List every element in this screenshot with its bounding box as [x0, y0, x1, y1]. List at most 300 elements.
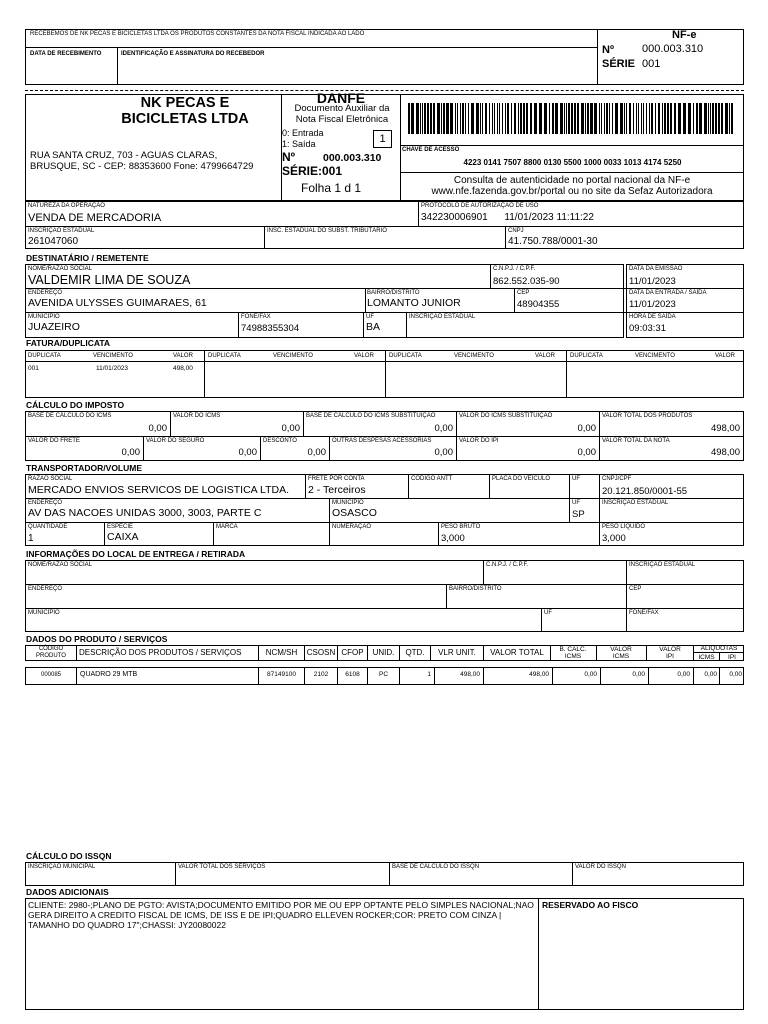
ph-desc: DESCRIÇÃO DOS PRODUTOS / SERVIÇOS — [79, 648, 242, 657]
v-prod: 498,00 — [710, 423, 740, 434]
canhoto-texto: RECEBEMOS DE NK PECAS E BICICLETAS LTDA OS PRODUTOS CONSTANTES DA NOTA FISCAL INDICADA AO LADO — [30, 31, 365, 37]
pi-vunit: 498,00 — [460, 671, 480, 678]
is-v2 — [389, 862, 390, 886]
tr-cnpj-label: CNPJ/CPF — [602, 476, 632, 482]
dest-nome-label: NOME/RAZÃO SOCIAL — [28, 266, 93, 272]
frete: 0,00 — [121, 447, 140, 458]
barcode-bar — [539, 103, 542, 134]
desconto-label: DESCONTO — [263, 438, 297, 444]
natureza: VENDA DE MERCADORIA — [28, 212, 162, 224]
barcode-bar — [441, 103, 442, 134]
en-h1 — [25, 584, 744, 585]
dest-bairro-label: BAIRRO/DISTRITO — [367, 290, 420, 296]
barcode-bar — [424, 103, 426, 134]
tr-razao-label: RAZÃO SOCIAL — [28, 476, 73, 482]
dest-titulo: DESTINATÁRIO / REMETENTE — [26, 253, 149, 263]
is-v3 — [572, 862, 573, 886]
tr-razao: MERCADO ENVIOS SERVICOS DE LOGISTICA LTDA. — [28, 484, 290, 496]
imp-v3 — [456, 411, 457, 436]
cnpj-label: CNPJ — [508, 228, 524, 234]
fat-h-dup-2: DUPLICATA — [208, 353, 241, 359]
barcode-bar — [641, 103, 642, 134]
barcode-bar — [636, 103, 637, 134]
cnpj: 41.750.788/0001-30 — [508, 236, 598, 247]
barcode-bar — [471, 103, 474, 134]
barcode-bar — [457, 103, 458, 134]
canhoto-line — [25, 47, 597, 48]
dest-uf: BA — [366, 321, 381, 333]
barcode-bar — [708, 103, 709, 134]
dest-hora-label: HORA DE SAÍDA — [629, 314, 676, 320]
desconto: 0,00 — [307, 447, 326, 458]
canhoto-serie: 001 — [642, 58, 661, 70]
pi-unid: PC — [378, 671, 389, 678]
barcode-bar — [658, 103, 660, 134]
tr-municipio-label: MUNICÍPIO — [332, 500, 364, 506]
operacao-block — [25, 201, 744, 249]
barcode-bar — [437, 103, 440, 134]
tr-v1 — [305, 474, 306, 498]
barcode-bar — [566, 103, 567, 134]
ph-v10 — [596, 645, 597, 661]
is-bc-label: BASE DE CÁLCULO DO ISSQN — [392, 864, 480, 870]
en-cep-label: CEP — [629, 586, 642, 592]
dest-v6 — [406, 312, 407, 338]
barcode-bar — [688, 103, 691, 134]
pi-qtd: 1 — [427, 671, 431, 678]
danfe-entrada: 0: Entrada — [282, 128, 324, 138]
dest-bairro: LOMANTO JUNIOR — [367, 297, 461, 309]
barcode-bar — [552, 103, 554, 134]
en-h2 — [25, 608, 744, 609]
en-v4 — [541, 608, 542, 632]
barcode-bar — [507, 103, 509, 134]
barcode-bar — [643, 103, 644, 134]
ipi: 0,00 — [577, 447, 596, 458]
op-v2 — [264, 226, 265, 249]
danfe-serie: SÉRIE:001 — [282, 164, 343, 178]
barcode-bar — [612, 103, 613, 134]
tr-v6 — [329, 498, 330, 546]
barcode-bar — [443, 103, 445, 134]
barcode-bar — [693, 103, 694, 134]
danfe-numero: 000.003.310 — [323, 152, 382, 164]
is-v-label: VALOR DO ISSQN — [575, 864, 626, 870]
div-chave-consulta — [400, 172, 744, 173]
outras: 0,00 — [434, 447, 453, 458]
issqn-block — [25, 862, 744, 886]
entrega-titulo: INFORMAÇÕES DO LOCAL DE ENTREGA / RETIRADA — [26, 549, 246, 559]
barcode-bar — [574, 103, 576, 134]
ph-v11 — [646, 645, 647, 661]
barcode-bar — [450, 103, 453, 134]
outras-label: OUTRAS DESPESAS ACESSÓRIAS — [332, 438, 432, 444]
barcode-bar — [511, 103, 512, 134]
barcode-bar — [699, 103, 702, 134]
tr-marca-label: MARCA — [216, 524, 238, 530]
barcode-bar — [710, 103, 711, 134]
danfe-subtitulo: Documento Auxiliar da Nota Fiscal Eletrônica — [294, 103, 390, 125]
canhoto-divider — [597, 29, 598, 85]
barcode-bar — [667, 103, 669, 134]
tr-endereco: AV DAS NACOES UNIDAS 3000, 3003, PARTE C — [28, 507, 262, 519]
canhoto-identificacao-label: IDENTIFICAÇÃO E ASSINATURA DO RECEBEDOR — [121, 51, 265, 57]
bc-st: 0,00 — [434, 423, 453, 434]
chave-label: CHAVE DE ACESSO — [402, 147, 460, 153]
dest-v5 — [363, 312, 364, 338]
ph-v9 — [550, 645, 551, 661]
tr-qtd-label: QUANTIDADE — [28, 524, 68, 530]
ph-bc: B. CALC. ICMS — [559, 646, 587, 660]
barcode-bar — [502, 103, 503, 134]
v-st: 0,00 — [577, 423, 596, 434]
emitente-endereco: RUA SANTA CRUZ, 703 - AGUAS CLARAS, BRUSQUE, SC - CEP: 88353600 Fone: 4799664729 — [30, 150, 254, 172]
barcode — [408, 103, 736, 134]
pi-aipi: 0,00 — [729, 671, 742, 678]
v-icms: 0,00 — [281, 423, 300, 434]
barcode-bar — [555, 103, 558, 134]
pi-vipi: 0,00 — [677, 671, 690, 678]
is-im-label: INSCRIÇÃO MUNICIPAL — [28, 864, 96, 870]
barcode-bar — [544, 103, 547, 134]
barcode-bar — [499, 103, 500, 134]
imp-v4 — [599, 411, 600, 461]
ph-aliq-line — [693, 652, 744, 653]
ipi-label: VALOR DO IPI — [459, 438, 499, 444]
danfe-folha: Folha 1 d 1 — [301, 181, 362, 195]
en-municipio-label: MUNICÍPIO — [28, 610, 60, 616]
imp-v6 — [260, 436, 261, 461]
barcode-bar — [649, 103, 650, 134]
barcode-bar — [712, 103, 714, 134]
barcode-bar — [518, 103, 519, 134]
barcode-bar — [587, 103, 589, 134]
dest-emissao: 11/01/2023 — [629, 276, 676, 287]
canhoto-numero: 000.003.310 — [642, 43, 704, 55]
en-bairro-label: BAIRRO/DISTRITO — [449, 586, 502, 592]
dest-v1 — [490, 264, 491, 288]
tr-uf2: SP — [572, 509, 585, 520]
tr-ie-label: INSCRIÇÃO ESTADUAL — [602, 500, 669, 506]
ph-vicms: VALOR ICMS — [610, 646, 632, 660]
barcode-bar — [577, 103, 579, 134]
barcode-bar — [497, 103, 498, 134]
barcode-bar — [646, 103, 647, 134]
tr-v7 — [104, 522, 105, 546]
pi-cod: 000085 — [40, 672, 62, 678]
fat-h-venc-3: VENCIMENTO — [454, 353, 494, 359]
fat-h-dup-3: DUPLICATA — [389, 353, 422, 359]
dest-ie-label: INSCRIÇÃO ESTADUAL — [409, 314, 476, 320]
fat-h-valor-4: VALOR — [715, 353, 735, 359]
canhoto-numero-label: Nº — [602, 44, 614, 56]
tr-v2 — [408, 474, 409, 498]
ph-unid: UNID. — [372, 648, 395, 657]
barcode-bar — [514, 103, 516, 134]
op-v1 — [418, 201, 419, 226]
fat-valor: 498,00 — [173, 365, 193, 372]
dest-fone-label: FONE/FAX — [241, 314, 271, 320]
chave-consulta: Consulta de autenticidade no portal nacional da NF-e www.nfe.fazenda.gov.br/portal ou no site da Sefaz Autorizadora — [431, 175, 713, 197]
barcode-bar — [420, 103, 421, 134]
barcode-bar — [534, 103, 537, 134]
v-icms-label: VALOR DO ICMS — [173, 413, 221, 419]
div-danfe-chave — [400, 94, 401, 201]
ad-v — [538, 898, 539, 1010]
ph-vunit: VLR UNIT. — [438, 648, 476, 657]
barcode-bar — [530, 103, 532, 134]
barcode-bar — [683, 103, 686, 134]
barcode-bar — [725, 103, 728, 134]
imp-v5 — [143, 436, 144, 461]
dest-entrada-label: DATA DA ENTRADA / SAÍDA — [629, 290, 707, 296]
fat-v2 — [385, 350, 386, 398]
en-fone-label: FONE/FAX — [629, 610, 659, 616]
barcode-bar — [416, 103, 419, 134]
barcode-bar — [704, 103, 707, 134]
barcode-bar — [485, 103, 487, 134]
pi-csosn: 2102 — [313, 671, 329, 678]
tr-pb: 3,000 — [441, 533, 465, 544]
v-st-label: VALOR DO ICMS SUBSTITUIÇÃO — [459, 413, 553, 419]
en-cpf-label: C.N.P.J. / C.P.F. — [486, 562, 529, 568]
fat-h-dup-4: DUPLICATA — [570, 353, 603, 359]
pr-v1 — [76, 667, 77, 685]
tr-endereco-label: ENDEREÇO — [28, 500, 63, 506]
en-v3 — [446, 584, 447, 608]
barcode-bar — [585, 103, 586, 134]
dest-v4 — [238, 312, 239, 338]
barcode-bar — [606, 103, 608, 134]
en-nome-label: NOME/RAZÃO SOCIAL — [28, 562, 93, 568]
issqn-titulo: CÁLCULO DO ISSQN — [26, 851, 112, 861]
ie-label: INSCRIÇÃO ESTADUAL — [28, 228, 95, 234]
div-barcode-chave — [400, 145, 744, 146]
imp-v8 — [456, 436, 457, 461]
tr-pb-label: PESO BRUTO — [441, 524, 481, 530]
barcode-bar — [696, 103, 698, 134]
fat-v1 — [204, 350, 205, 398]
dest-nome: VALDEMIR LIMA DE SOUZA — [28, 273, 191, 287]
barcode-bar — [674, 103, 676, 134]
barcode-bar — [626, 103, 627, 134]
entrega-block — [25, 560, 744, 632]
tr-v3 — [489, 474, 490, 498]
bc-icms-label: BASE DE CÁLCULO DO ICMS — [28, 413, 112, 419]
barcode-bar — [408, 103, 410, 134]
danfe-numero-label: Nº — [282, 150, 296, 164]
dest-cep: 48904355 — [517, 299, 560, 310]
en-ie-label: INSCRIÇÃO ESTADUAL — [629, 562, 696, 568]
op-line — [25, 226, 744, 227]
fatura-titulo: FATURA/DUPLICATA — [26, 338, 111, 348]
barcode-bar — [678, 103, 681, 134]
adicionais-texto: CLIENTE: 2980-;PLANO DE PGTO: AVISTA;DOCUMENTO EMITIDO POR ME OU EPP OPTANTE PELO SIMPLES NACIONAL;NAO GERA DIREITO A CREDITO FISCAL DE ICMS, DE ISS E DE IPI;QUADRO ELLEVEN ROCKER;COR: PRETO COM CINZA | TAMANHO DO QUADRO 17";CHASSI: JY20080022 — [28, 900, 534, 930]
barcode-bar — [638, 103, 639, 134]
fat-dup: 001 — [28, 365, 39, 372]
dest-v2 — [365, 288, 366, 312]
barcode-bar — [581, 103, 584, 134]
barcode-bar — [482, 103, 483, 134]
barcode-bar — [615, 103, 618, 134]
bc-st-label: BASE DE CÁLCULO DO ICMS SUBSTITUIÇÃO — [306, 413, 436, 419]
ph-cod: CÓDIGO PRODUTO — [36, 646, 66, 659]
tr-h1 — [25, 498, 744, 499]
dest-cpf: 862.552.035-90 — [493, 276, 560, 287]
barcode-bar — [651, 103, 653, 134]
ph-vtotal: VALOR TOTAL — [490, 648, 544, 657]
ph-aicms: ICMS — [698, 654, 715, 661]
tr-v9 — [438, 522, 439, 546]
reservado-fisco: RESERVADO AO FISCO — [542, 900, 639, 910]
fat-h-dup-1: DUPLICATA — [28, 353, 61, 359]
pi-desc: QUADRO 29 MTB — [80, 671, 138, 678]
dest-fone: 74988355304 — [241, 323, 300, 334]
tr-uf-label: UF — [572, 476, 580, 482]
pi-cfop: 6108 — [345, 671, 360, 678]
danfe-saida: 1: Saída — [282, 139, 316, 149]
ph-qtd: QTD. — [405, 648, 425, 657]
tr-placa-label: PLACA DO VEÍCULO — [492, 476, 551, 482]
fat-h-venc-1: VENCIMENTO — [93, 353, 133, 359]
ph-csosn: CSOSN — [306, 648, 336, 657]
fat-venc: 11/01/2023 — [96, 365, 129, 372]
barcode-bar — [520, 103, 522, 134]
barcode-bar — [523, 103, 525, 134]
barcode-bar — [571, 103, 573, 134]
tr-frete: 2 - Terceiros — [308, 484, 366, 496]
barcode-bar — [662, 103, 663, 134]
barcode-bar — [670, 103, 672, 134]
is-vserv-label: VALOR TOTAL DOS SERVIÇOS — [178, 864, 266, 870]
tr-v5 — [599, 474, 600, 546]
dest-hora: 09:03:31 — [629, 323, 666, 334]
tr-v4 — [569, 474, 570, 522]
total-label: VALOR TOTAL DA NOTA — [602, 438, 670, 444]
dest-endereco: AVENIDA ULYSSES GUIMARAES, 61 — [28, 297, 207, 309]
dest-entrada: 11/01/2023 — [629, 299, 676, 310]
barcode-bar — [568, 103, 570, 134]
barcode-bar — [476, 103, 479, 134]
barcode-bar — [560, 103, 563, 134]
barcode-bar — [422, 103, 423, 134]
bc-icms: 0,00 — [148, 423, 167, 434]
seguro-label: VALOR DO SEGURO — [146, 438, 205, 444]
barcode-bar — [455, 103, 456, 134]
canhoto-data-label: DATA DE RECEBIMENTO — [30, 51, 102, 57]
tr-especie: CAIXA — [107, 531, 139, 543]
dest-municipio: JUAZEIRO — [28, 321, 80, 333]
fat-v3 — [566, 350, 567, 398]
barcode-bar — [721, 103, 723, 134]
barcode-bar — [460, 103, 461, 134]
barcode-bar — [655, 103, 656, 134]
barcode-bar — [664, 103, 666, 134]
tr-especie-label: ESPÉCIE — [107, 524, 134, 530]
barcode-bar — [494, 103, 495, 134]
barcode-bar — [480, 103, 481, 134]
tr-numeracao-label: NUMERAÇÃO — [332, 524, 372, 530]
tr-frete-label: FRETE POR CONTA — [308, 476, 365, 482]
fat-h-venc-2: VENCIMENTO — [273, 353, 313, 359]
barcode-bar — [468, 103, 469, 134]
pi-bc: 0,00 — [584, 671, 597, 678]
ph-vipi: VALOR IPI — [659, 646, 681, 660]
barcode-bar — [430, 103, 432, 134]
barcode-bar — [609, 103, 610, 134]
tr-qtd: 1 — [28, 533, 34, 544]
imp-v7 — [329, 436, 330, 461]
imposto-titulo: CÁLCULO DO IMPOSTO — [26, 400, 125, 410]
barcode-bar — [462, 103, 464, 134]
produtos-titulo: DADOS DO PRODUTO / SERVIÇOS — [26, 634, 168, 644]
pi-vicms: 0,00 — [632, 671, 645, 678]
fat-h-valor-1: VALOR — [173, 353, 193, 359]
emitente-nome: NK PECAS E BICICLETAS LTDA — [121, 95, 249, 127]
op-v3 — [505, 226, 506, 249]
adicionais-titulo: DADOS ADICIONAIS — [26, 887, 109, 897]
tr-pl: 3,000 — [602, 533, 626, 544]
barcode-bar — [629, 103, 631, 134]
en-v1 — [483, 560, 484, 584]
dest-uf-label: UF — [366, 314, 374, 320]
pi-vtotal: 498,00 — [529, 671, 549, 678]
tr-municipio: OSASCO — [332, 507, 377, 519]
barcode-bar — [633, 103, 634, 134]
barcode-bar — [604, 103, 605, 134]
barcode-bar — [564, 103, 565, 134]
fat-h-venc-4: VENCIMENTO — [635, 353, 675, 359]
barcode-bar — [446, 103, 449, 134]
dest-cpf-label: C.N.P.J. / C.P.F. — [493, 266, 536, 272]
dest-municipio-label: MUNICÍPIO — [28, 314, 60, 320]
imp-h — [25, 436, 744, 437]
barcode-bar — [489, 103, 490, 134]
dest-h1 — [25, 288, 744, 289]
is-v1 — [175, 862, 176, 886]
ph-aipi: IPI — [728, 654, 736, 661]
v-prod-label: VALOR TOTAL DOS PRODUTOS — [602, 413, 693, 419]
danfe-tipo-box: 1 — [373, 130, 392, 148]
tr-uf2-label: UF — [572, 500, 580, 506]
natureza-label: NATUREZA DA OPERAÇÃO — [28, 203, 105, 209]
dest-cep-label: CEP — [517, 290, 530, 296]
barcode-bar — [620, 103, 623, 134]
barcode-bar — [731, 103, 733, 134]
en-v2 — [626, 560, 627, 632]
ie: 261047060 — [28, 236, 79, 247]
transp-titulo: TRANSPORTADOR/VOLUME — [26, 463, 143, 473]
barcode-bar — [599, 103, 600, 134]
ie-st-label: INSC. ESTADUAL DO SUBST. TRIBUTÁRIO — [267, 228, 387, 234]
dest-h2 — [25, 312, 744, 313]
barcode-bar — [465, 103, 466, 134]
fat-h-valor-2: VALOR — [354, 353, 374, 359]
danfe-titulo: DANFE — [316, 90, 366, 106]
tr-pl-label: PESO LÍQUIDO — [602, 524, 646, 530]
en-endereco-label: ENDEREÇO — [28, 586, 63, 592]
canhoto-line-v — [117, 47, 118, 85]
barcode-bar — [590, 103, 593, 134]
barcode-bar — [433, 103, 435, 134]
pi-ncm: 87149100 — [267, 671, 296, 678]
dest-endereco-label: ENDEREÇO — [28, 290, 63, 296]
barcode-bar — [505, 103, 506, 134]
ph-aliq: ALIQUOTAS — [700, 645, 738, 652]
fat-h-valor-3: VALOR — [535, 353, 555, 359]
barcode-bar — [492, 103, 493, 134]
chave-valor: 4223 0141 7507 8800 0130 5500 1000 0033 1013 4174 5250 — [463, 158, 682, 167]
